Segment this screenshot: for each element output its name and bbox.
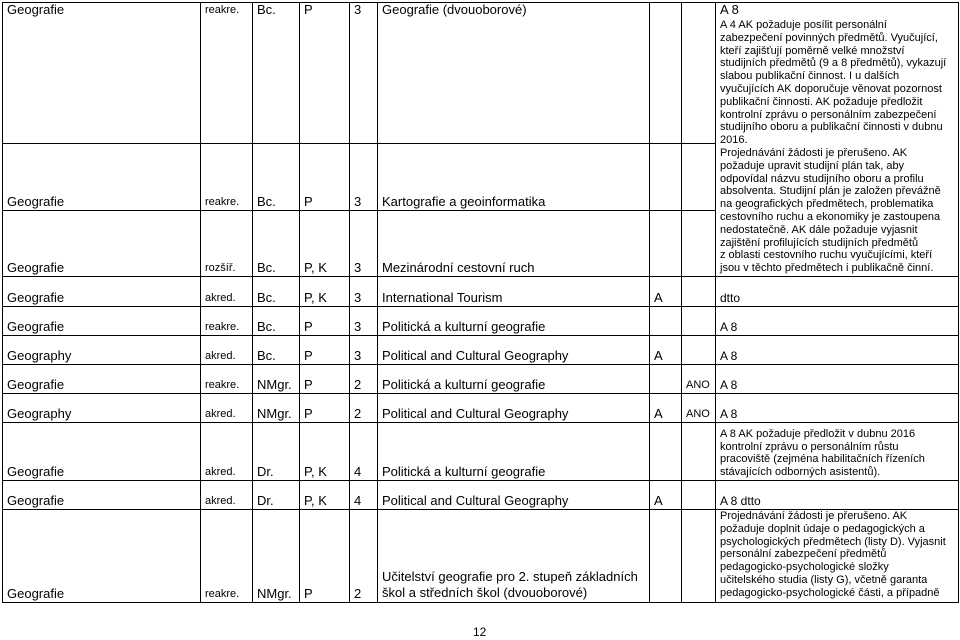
programme-name-cell: Political and Cultural Geography (378, 393, 650, 422)
field-cell: Geografie (3, 210, 201, 276)
note-line: A 4 AK požaduje posílit personální (720, 19, 887, 31)
language-cell (650, 210, 682, 276)
length-cell: 2 (350, 393, 378, 422)
programme-name-cell: Politická a kulturní geografie (378, 364, 650, 393)
english-cell (682, 335, 716, 364)
table-row (3, 276, 959, 306)
degree-cell: Bc. (253, 3, 300, 144)
field-cell: Geography (3, 393, 201, 422)
programme-name-cell: Politická a kulturní geografie (378, 306, 650, 335)
english-cell (682, 480, 716, 509)
form-cell: P (300, 364, 350, 393)
language-cell (650, 3, 682, 144)
english-cell (682, 509, 716, 602)
result-note-cell (716, 509, 959, 602)
length-cell: 3 (350, 3, 378, 144)
programme-name-cell: Political and Cultural Geography (378, 480, 650, 509)
result-cell: A 8 (716, 393, 959, 422)
programme-name-line: Učitelství geografie pro 2. stupeň základních (382, 568, 638, 584)
result-cell: A 8 (716, 364, 959, 393)
form-cell: P (300, 335, 350, 364)
english-cell (682, 306, 716, 335)
note-line: studijních předmětů (9 a 8 předmětů), vykazují (720, 57, 947, 70)
programme-name-cell (378, 509, 650, 602)
degree-cell: NMgr. (253, 393, 300, 422)
note-line: A 8 AK požaduje předložit v dubnu 2016 (720, 427, 916, 440)
note-line: publikační činnosti. AK požaduje předložit (720, 95, 923, 108)
language-cell: A (650, 335, 682, 364)
result-cell: A 8 dtto (716, 480, 959, 509)
field-cell: Geografie (3, 144, 201, 210)
note-line: personální zabezpečení předmětů (720, 548, 887, 561)
type-cell: akred. (201, 335, 253, 364)
result-cell: A 8 (716, 335, 959, 364)
programme-name-cell: Mezinárodní cestovní ruch (378, 210, 650, 276)
accreditation-table (2, 2, 959, 603)
degree-cell: Bc. (253, 306, 300, 335)
form-cell: P (300, 509, 350, 602)
degree-cell: Bc. (253, 276, 300, 306)
length-cell: 3 (350, 306, 378, 335)
form-cell: P (300, 306, 350, 335)
length-cell: 3 (350, 335, 378, 364)
field-cell: Geografie (3, 509, 201, 602)
english-cell (682, 144, 716, 210)
degree-cell: Dr. (253, 422, 300, 480)
note-line: pedagogicko-psychologické složky (720, 561, 889, 574)
note-line: stávajících odborných asistentů). (720, 466, 881, 479)
programme-name-cell: Politická a kulturní geografie (378, 422, 650, 480)
field-cell: Geography (3, 335, 201, 364)
table-row (3, 364, 959, 393)
table-body (3, 3, 959, 603)
note-line: požaduje doplnit údaje o pedagogických a (720, 522, 925, 535)
type-cell: reakre. (201, 144, 253, 210)
table-row (3, 335, 959, 364)
form-cell: P (300, 144, 350, 210)
type-cell: akred. (201, 276, 253, 306)
field-cell: Geografie (3, 422, 201, 480)
english-cell: ANO (682, 364, 716, 393)
note-line: kteří zajišťují poměrně velké množství (720, 44, 905, 57)
type-cell: reakre. (201, 3, 253, 144)
note-line: pedagogicko-psychologické části, a případně (720, 586, 940, 599)
table-row (3, 306, 959, 335)
form-cell: P, K (300, 276, 350, 306)
length-cell: 4 (350, 422, 378, 480)
table-row (3, 3, 959, 144)
note-line: kontrolní zprávu o personálním růstu (720, 440, 899, 453)
length-cell: 3 (350, 276, 378, 306)
programme-name-line: škol a středních škol (dvouoborové) (382, 584, 588, 600)
length-cell: 3 (350, 144, 378, 210)
form-cell: P (300, 3, 350, 144)
language-cell (650, 144, 682, 210)
length-cell: 2 (350, 509, 378, 602)
note-line: pracoviště (zejména habilitačních řízeních (720, 453, 925, 466)
note-line: nedostatečně. AK dále požaduje vyjasnit (720, 223, 918, 236)
table-row (3, 480, 959, 509)
language-cell: A (650, 480, 682, 509)
note-line: zabezpečení povinných předmětů. Vyučující, (720, 31, 938, 44)
field-cell: Geografie (3, 276, 201, 306)
degree-cell: Dr. (253, 480, 300, 509)
page-number: 12 (473, 625, 487, 639)
english-cell (682, 422, 716, 480)
form-cell: P, K (300, 422, 350, 480)
result-note-cell (716, 422, 959, 480)
field-cell: Geografie (3, 480, 201, 509)
note-line: absolventa. Studijní plán je založen převážně (720, 185, 941, 198)
language-cell: A (650, 276, 682, 306)
table-row (3, 509, 959, 602)
degree-cell: Bc. (253, 335, 300, 364)
degree-cell: NMgr. (253, 364, 300, 393)
english-cell (682, 210, 716, 276)
type-cell: reakre. (201, 509, 253, 602)
type-cell: rozšíř. (201, 210, 253, 276)
language-cell (650, 422, 682, 480)
field-cell: Geografie (3, 364, 201, 393)
language-cell: A (650, 393, 682, 422)
length-cell: 2 (350, 364, 378, 393)
note-line: slabou publikační činnost. I u dalších (720, 70, 900, 83)
degree-cell: NMgr. (253, 509, 300, 602)
table-row (3, 393, 959, 422)
programme-name-cell: Geografie (dvouoborové) (378, 3, 650, 144)
type-cell: akred. (201, 480, 253, 509)
result-cell: A 8 (716, 306, 959, 335)
note-line: zajištění profilujících studijních předmětů (720, 236, 919, 249)
type-cell: reakre. (201, 306, 253, 335)
note-line: požaduje upravit studijní plán tak, aby (720, 159, 905, 172)
form-cell: P, K (300, 480, 350, 509)
note-line: 2016. (720, 134, 748, 147)
length-cell: 4 (350, 480, 378, 509)
english-cell (682, 276, 716, 306)
english-cell (682, 3, 716, 144)
programme-name-cell: Kartografie a geoinformatika (378, 144, 650, 210)
type-cell: reakre. (201, 364, 253, 393)
note-line: studijního oboru a publikační činnosti v dubnu (720, 121, 943, 134)
note-line: učitelského studia (listy G), včetně garanta (720, 573, 928, 586)
result-code: A 8 (720, 2, 739, 17)
note-line: Projednávání žádosti je přerušeno. AK (720, 509, 908, 522)
form-cell: P (300, 393, 350, 422)
degree-cell: Bc. (253, 210, 300, 276)
degree-cell: Bc. (253, 144, 300, 210)
result-note-cell (716, 3, 959, 277)
note-line: odpovídal názvu studijního oboru a profilu (720, 172, 924, 185)
note-line: vyučujících AK doporučuje věnovat pozornost (720, 82, 942, 95)
note-line: na geografických předmětech, problematika (720, 198, 934, 211)
field-cell: Geografie (3, 306, 201, 335)
note-line: z oblasti cestovního ruchu vyučujícími, kteří (720, 249, 933, 262)
length-cell: 3 (350, 210, 378, 276)
programme-name-cell: Political and Cultural Geography (378, 335, 650, 364)
english-cell: ANO (682, 393, 716, 422)
language-cell (650, 306, 682, 335)
table-row (3, 422, 959, 480)
type-cell: akred. (201, 422, 253, 480)
language-cell (650, 509, 682, 602)
note-line: cestovního ruchu a ekonomiky je zastoupena (720, 210, 941, 223)
note-line: kontrolní zprávu o personálním zabezpečení (720, 108, 937, 121)
note-line: psychologických předmětech (listy D). Vyjasnit (720, 535, 946, 548)
language-cell (650, 364, 682, 393)
note-line: Projednávání žádosti je přerušeno. AK (720, 146, 908, 159)
programme-name-cell: International Tourism (378, 276, 650, 306)
field-cell: Geografie (3, 3, 201, 144)
type-cell: akred. (201, 393, 253, 422)
form-cell: P, K (300, 210, 350, 276)
result-cell: dtto (716, 276, 959, 306)
note-line: jsou v těchto předmětech i publikačně činní. (720, 262, 934, 275)
